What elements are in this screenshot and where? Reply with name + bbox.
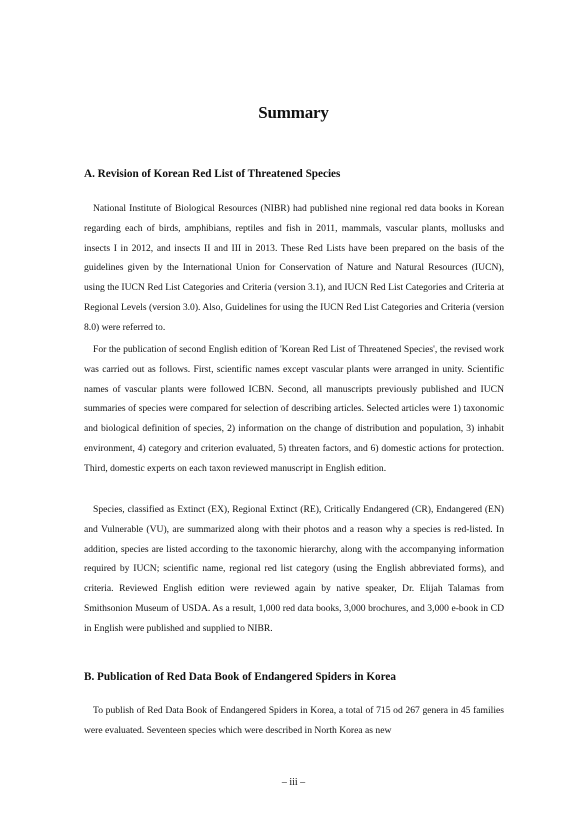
section-b-heading: B. Publication of Red Data Book of Endangered Spiders in Korea: [84, 671, 396, 683]
section-a-paragraph-2: For the publication of second English edition of 'Korean Red List of Threatened Species', the revised work was carried out as follows. First, scientific names except vascular plants were arranged in unity. Scientific names of vascular plants were followed ICBN. Second, all manuscripts previously published and IUCN summaries of species were compared for selection of describing articles. Selected articles were 1) taxonomic and biological definition of species, 2) information on the change of distribution and population, 3) inhabit environment, 4) category and criterion evaluated, 5) threaten factors, and 6) domestic actions for protection. Third, domestic experts on each taxon reviewed manuscript in English edition.: [84, 344, 504, 474]
section-a-paragraph-3: Species, classified as Extinct (EX), Regional Extinct (RE), Critically Endangered (CR), Endangered (EN) and Vulnerable (VU), are summarized along with their photos and a reason why a species is red-listed. In addition, species are listed according to the taxonomic hierarchy, along with the accompanying information required by IUCN; scientific name, regional red list category (using the English abbreviated forms), and criteria. Reviewed English edition were reviewed again by native speaker, Dr. Elijah Talamas from Smithsonion Museum of USDA. As a result, 1,000 red data books, 3,000 brochures, and 3,000 e-book in CD in English were published and supplied to NIBR.: [84, 504, 504, 634]
section-a-heading: A. Revision of Korean Red List of Threatened Species: [84, 168, 341, 180]
page-title: Summary: [258, 103, 329, 122]
section-a-paragraph-1: National Institute of Biological Resources (NIBR) had published nine regional red data books in Korean regarding each of birds, amphibians, reptiles and fish in 2011, mammals, vascular plants, mollusks and insects I in 2012, and insects II and III in 2013. These Red Lists have been prepared on the basis of the guidelines given by the International Union for Conservation of Nature and Natural Resources (IUCN), using the IUCN Red List Categories and Criteria (version 3.1), and IUCN Red List Categories and Criteria at Regional Levels (version 3.0). Also, Guidelines for using the IUCN Red List Categories and Criteria (version 8.0) were referred to.: [84, 203, 504, 333]
section-b-paragraph-1: To publish of Red Data Book of Endangered Spiders in Korea, a total of 715 od 267 genera in 45 families were evaluated. Seventeen species which were described in North Korea as new: [84, 705, 504, 736]
page-number: – iii –: [281, 777, 306, 788]
